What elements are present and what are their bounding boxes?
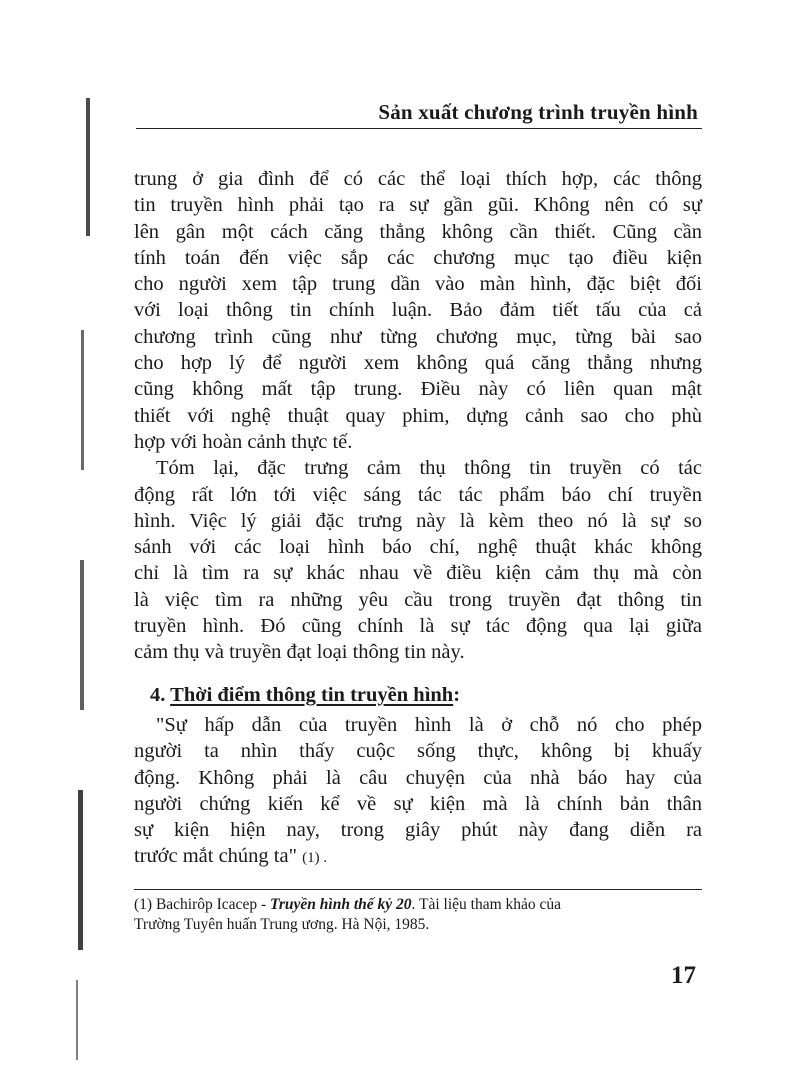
text-line: người chứng kiến kể về sự kiện mà là chính bản thân: [134, 792, 702, 815]
text-line: cho người xem tập trung dần vào màn hình, đặc biệt đối: [134, 273, 702, 296]
paragraph-1: [134, 166, 702, 455]
text-line: cho hợp lý để người xem không quá căng thẳng nhưng: [134, 352, 702, 375]
header-rule: [136, 128, 702, 129]
section-number: 4.: [150, 684, 166, 706]
text-line: hình. Việc lý giải đặc trưng này là kèm theo nó là sự so: [134, 509, 702, 532]
paragraph-2: [134, 455, 702, 665]
binding-edge-mark: [80, 560, 84, 710]
text-line: cũng không mất tập trung. Điều này có liên quan mật: [134, 378, 702, 401]
text-line: cảm thụ và truyền đạt loại thông tin này.: [134, 641, 465, 664]
text-line: Tóm lại, đặc trưng cảm thụ thông tin truyền có tác: [156, 457, 702, 480]
footnote-source-rest: . Tài liệu tham khảo của: [411, 896, 562, 913]
text-line: người ta nhìn thấy cuộc sống thực, không bị khuấy: [134, 740, 702, 763]
footnote-line-2: Trường Tuyên huấn Trung ương. Hà Nội, 1985.: [134, 916, 430, 933]
footnote-rule: [134, 889, 702, 890]
quote-last-text: trước mắt chúng ta": [134, 845, 297, 868]
footnote-marker: (1) Bachirôp Icacep -: [134, 896, 267, 913]
section-colon: :: [453, 684, 461, 706]
text-line: sánh với các loại hình báo chí, nghệ thuật khác không: [134, 536, 702, 559]
text-line: trung ở gia đình để có các thể loại thích hợp, các thông: [134, 168, 702, 190]
text-line: "Sự hấp dẫn của truyền hình là ở chỗ nó cho phép: [156, 714, 702, 736]
binding-edge-mark: [86, 98, 90, 236]
text-line: động rất lớn tới việc sáng tác tác phẩm báo chí truyền: [134, 483, 702, 506]
section-heading: [150, 684, 460, 707]
text-line: với loại thông tin chính luận. Bảo đảm tiết tấu của cả: [134, 299, 702, 322]
footnote: [134, 895, 702, 935]
text-line: lên gân một cách căng thẳng không cần thiết. Cũng cần: [134, 220, 702, 243]
text-line: tin truyền hình phải tạo ra sự gần gũi. Không nên có sự: [134, 194, 702, 217]
footnote-source-title: Truyền hình thế kỷ 20: [269, 896, 412, 913]
running-header: Sản xuất chương trình truyền hình: [378, 100, 698, 124]
binding-edge-mark: [76, 980, 78, 1060]
text-line: thiết với nghệ thuật quay phim, dựng cảnh sao cho phù: [134, 404, 702, 427]
body-text: [134, 166, 702, 666]
text-line: sự kiện hiện nay, trong giây phút này đang diễn ra: [134, 819, 702, 842]
text-line: chương trình cũng như từng chương mục, từng bài sao: [134, 325, 702, 348]
text-line: động. Không phải là câu chuyện của nhà báo hay của: [134, 766, 702, 789]
text-line: là việc tìm ra những yêu cầu trong truyền đạt thông tin: [134, 588, 702, 611]
quote-paragraph: [134, 712, 702, 872]
text-line: hợp với hoàn cảnh thực tế.: [134, 430, 353, 453]
text-line: tính toán đến việc sắp các chương mục tạo điều kiện: [134, 246, 702, 269]
section-title-text: Thời điểm thông tin truyền hình: [170, 684, 454, 706]
footnote-reference: (1) .: [302, 850, 328, 867]
text-line: chỉ là tìm ra sự khác nhau về điều kiện cảm thụ mà còn: [134, 562, 702, 585]
footnote-line-1: [134, 895, 702, 915]
binding-edge-mark: [81, 330, 84, 470]
binding-edge-mark: [78, 790, 83, 950]
text-line: [134, 843, 702, 871]
page-number: 17: [671, 962, 696, 989]
text-line: truyền hình. Đó cũng chính là sự tác động qua lại giữa: [134, 615, 702, 638]
